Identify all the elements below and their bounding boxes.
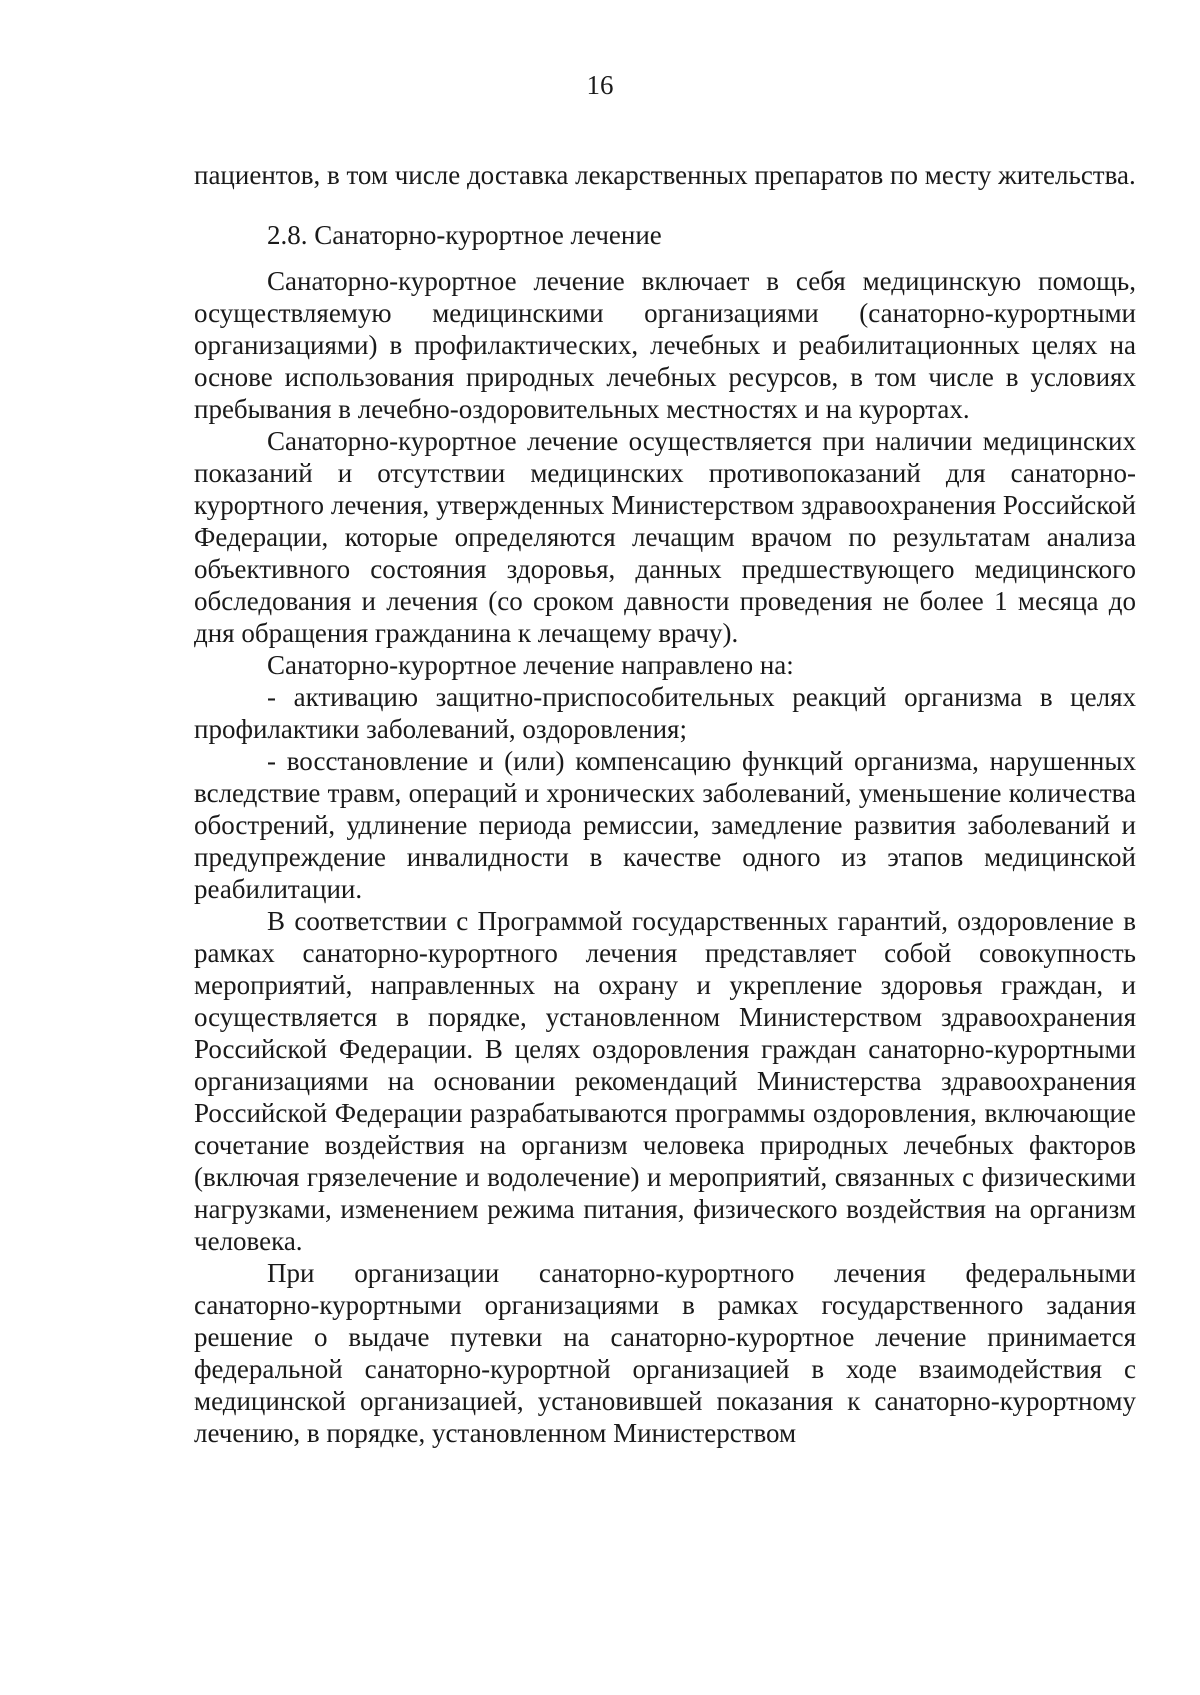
paragraph-program: В соответствии с Программой государственных гарантий, оздоровление в рамках санаторно-курортного лечения представляет собой совокупность мероприятий, направленных на охрану и укрепление здоровья граждан, и осуществляется в порядке, установленном Министерством здравоохранения Российской Федерации. В целях оздоровления граждан санаторно-курортными организациями на основании рекомендаций Министерства здравоохранения Российской Федерации разрабатываются программы оздоровления, включающие сочетание воздействия на организм человека природных лечебных факторов (включая грязелечение и водолечение) и мероприятий, связанных с физическими нагрузками, изменением режима питания, физического воздействия на организм человека. bbox=[194, 906, 1136, 1256]
list-item-activation: - активацию защитно-приспособительных реакций организма в целях профилактики заболеваний, оздоровления; bbox=[194, 682, 1136, 744]
section-heading: 2.8. Санаторно-курортное лечение bbox=[267, 220, 662, 250]
paragraph-federal-organizations: При организации санаторно-курортного лечения федеральными санаторно-курортными организациями в рамках государственного задания решение о выдаче путевки на санаторно-курортное лечение принимается федеральной санаторно-курортной организацией в ходе взаимодействия с медицинской организацией, установившей показания к санаторно-курортному лечению, в порядке, установленном Министерством bbox=[194, 1258, 1136, 1448]
document-body bbox=[194, 159, 1136, 1449]
paragraph-aims-intro: Санаторно-курортное лечение направлено на: bbox=[267, 650, 794, 680]
paragraph-continuation: пациентов, в том числе доставка лекарственных препаратов по месту жительства. bbox=[194, 160, 1136, 190]
list-item-restoration: - восстановление и (или) компенсацию функций организма, нарушенных вследствие травм, операций и хронических заболеваний, уменьшение количества обострений, удлинение периода ремиссии, замедление развития заболеваний и предупреждение инвалидности в качестве одного из этапов медицинской реабилитации. bbox=[194, 746, 1136, 904]
page-number: 16 bbox=[586, 70, 614, 100]
paragraph-indications: Санаторно-курортное лечение осуществляется при наличии медицинских показаний и отсутствии медицинских противопоказаний для санаторно-курортного лечения, утвержденных Министерством здравоохранения Российской Федерации, которые определяются лечащим врачом по результатам анализа объективного состояния здоровья, данных предшествующего медицинского обследования и лечения (со сроком давности проведения не более 1 месяца до дня обращения гражданина к лечащему врачу). bbox=[194, 426, 1136, 648]
paragraph-definition: Санаторно-курортное лечение включает в себя медицинскую помощь, осуществляемую медицинскими организациями (санаторно-курортными организациями) в профилактических, лечебных и реабилитационных целях на основе использования природных лечебных ресурсов, в том числе в условиях пребывания в лечебно-оздоровительных местностях и на курортах. bbox=[194, 266, 1136, 424]
